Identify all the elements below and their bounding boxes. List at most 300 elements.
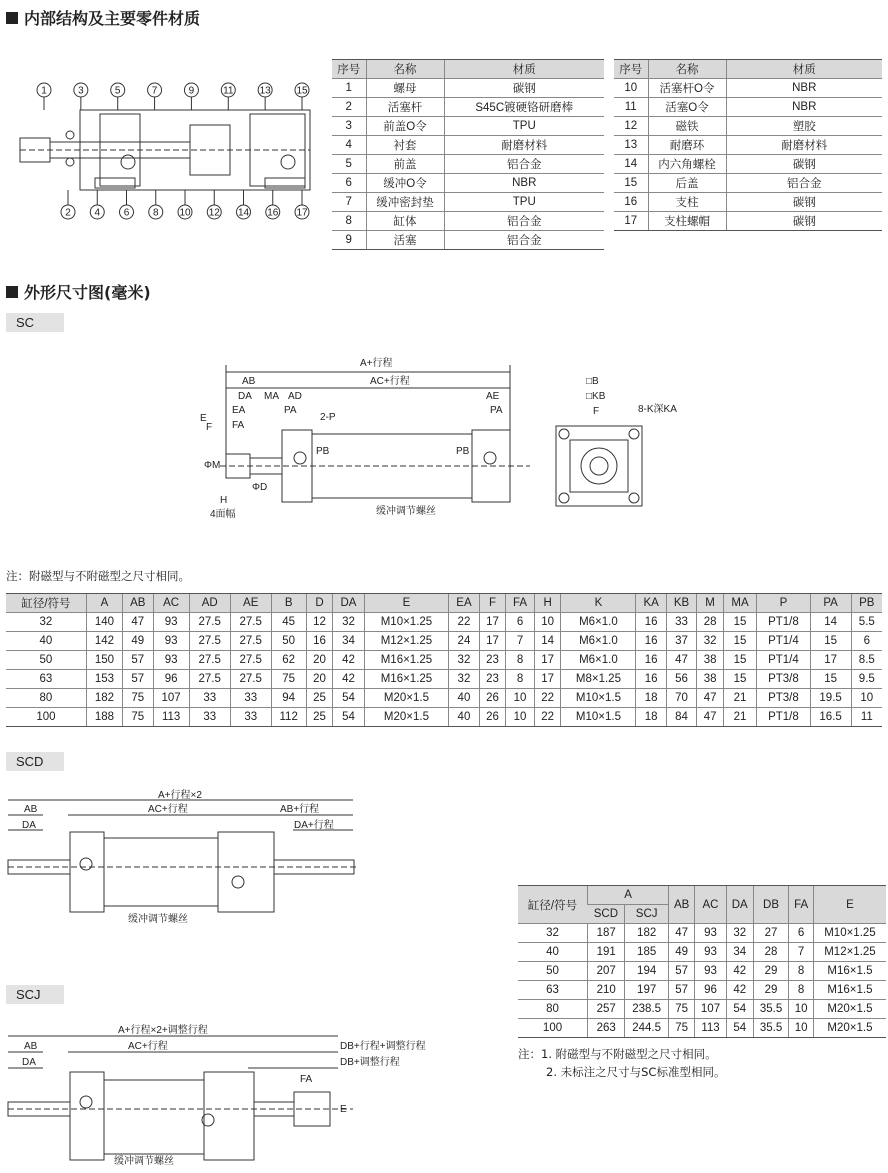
dim-b: □B [586,376,599,387]
part-name: 前盖 [366,155,444,174]
part-no: 7 [332,193,366,212]
part-name: 前盖O令 [366,117,444,136]
callout-number: 2 [65,207,71,219]
table-cell: 14 [810,613,851,632]
table-cell: 42 [726,962,753,981]
table-cell: 29 [753,981,788,1000]
table-cell: 12 [306,613,333,632]
parts-row [614,98,882,117]
part-material: 耐磨材料 [726,136,882,155]
table-cell: 93 [695,943,726,962]
parts-row [614,174,882,193]
col-bore: 缸径/符号 [518,886,588,924]
note-1: 注：1. 附磁型与不附磁型之尺寸相同。 [518,1047,717,1061]
col-ac: AC [695,886,726,924]
sc-col-header: FA [506,594,535,613]
table-cell: 38 [697,651,724,670]
table-cell: 27.5 [230,613,271,632]
table-cell: 32 [6,613,86,632]
scd-scj-dimension-table [518,885,886,1038]
dim-ac-stroke: AC+行程 [370,376,410,387]
table-cell: 22 [534,708,561,727]
parts-row [332,98,604,117]
table-cell: 38 [697,670,724,689]
sc-col-header: K [561,594,636,613]
part-no: 17 [614,212,648,231]
dim-f-right: F [593,406,600,417]
dim-ab: AB [24,1041,38,1052]
sc-dimension-drawing [190,350,710,530]
table-cell: 57 [123,670,153,689]
part-no: 14 [614,155,648,174]
part-no: 4 [332,136,366,155]
table-cell: 26 [479,708,506,727]
table-cell: 42 [333,651,364,670]
table-cell: 263 [588,1019,625,1038]
table-cell: 40 [449,689,479,708]
col-ab: AB [669,886,695,924]
callout-number: 6 [123,207,130,219]
table-cell: 32 [449,651,479,670]
sc-col-header: B [271,594,306,613]
table-cell: 107 [153,689,189,708]
table-cell: 16 [306,632,333,651]
table-cell: 45 [271,613,306,632]
parts-row [614,212,882,231]
parts-row [332,136,604,155]
table-cell: 28 [753,943,788,962]
dim-da: DA [22,1057,36,1068]
part-no: 13 [614,136,648,155]
table-cell: 10 [506,708,535,727]
part-no: 3 [332,117,366,136]
table-cell: 113 [695,1019,726,1038]
section-heading-dimensions [6,280,151,303]
table-cell: 150 [86,651,122,670]
table-row [518,1019,886,1038]
table-cell: 80 [6,689,86,708]
callout-number: 9 [188,85,195,97]
table-cell: 20 [306,670,333,689]
part-material: 塑胶 [726,117,882,136]
col-da: DA [726,886,753,924]
dim-four-face: 4面幅 [210,509,236,520]
col-material: 材质 [444,60,604,79]
parts-row [614,79,882,98]
dim-ab-stroke: AB+行程 [280,804,320,815]
table-cell: 16 [636,670,666,689]
table-cell: 34 [726,943,753,962]
dim-a-stroke2: A+行程×2 [158,790,202,801]
table-cell: 14 [534,632,561,651]
table-cell: 182 [86,689,122,708]
table-cell: 70 [666,689,696,708]
table-cell: 27 [753,924,788,943]
table-cell: 7 [789,943,814,962]
table-cell: 32 [697,632,724,651]
table-cell: PT3/8 [757,689,810,708]
table-cell: 75 [271,670,306,689]
table-cell: 15 [810,670,851,689]
callout-number: 1 [41,85,47,97]
section-title: 内部结构及主要零件材质 [24,9,201,28]
part-material: 碳钢 [726,155,882,174]
table-cell: 57 [669,981,695,1000]
part-name: 螺母 [366,79,444,98]
table-cell: 257 [588,1000,625,1019]
col-db: DB [753,886,788,924]
table-cell: M10×1.5 [561,689,636,708]
table-cell: 15 [810,632,851,651]
table-cell: 107 [695,1000,726,1019]
table-cell: 94 [271,689,306,708]
table-cell: 75 [669,1019,695,1038]
dim-k-ka: 8-K深KA [638,404,677,415]
part-material: 碳钢 [726,193,882,212]
table-cell: 10 [789,1019,814,1038]
table-cell: 50 [518,962,588,981]
dim-ab: AB [242,376,256,387]
table-cell: 185 [625,943,669,962]
section-title: 外形尺寸图(毫米) [24,283,151,302]
table-row [518,943,886,962]
table-cell: 153 [86,670,122,689]
parts-row [332,117,604,136]
dim-f-left: F [206,422,213,433]
table-cell: 244.5 [625,1019,669,1038]
part-name: 衬套 [366,136,444,155]
part-name: 后盖 [648,174,726,193]
table-cell: 10 [851,689,882,708]
table-cell: 22 [534,689,561,708]
dim-ad: AD [288,391,302,402]
part-material: 碳钢 [726,212,882,231]
parts-row [614,136,882,155]
parts-row [614,117,882,136]
table-cell: 21 [723,689,756,708]
callout-number: 4 [94,207,101,219]
square-bullet-icon [6,286,18,298]
table-cell: 54 [726,1019,753,1038]
table-cell: 100 [6,708,86,727]
table-cell: PT1/8 [757,613,810,632]
table-cell: 207 [588,962,625,981]
table-cell: M16×1.25 [364,651,449,670]
part-no: 15 [614,174,648,193]
table-cell: 96 [153,670,189,689]
col-name: 名称 [648,60,726,79]
sc-col-header: EA [449,594,479,613]
part-name: 缸体 [366,212,444,231]
table-cell: 187 [588,924,625,943]
sc-col-header: E [364,594,449,613]
table-row [518,962,886,981]
table-cell: 23 [479,670,506,689]
dim-pb-left: PB [316,446,330,457]
table-cell: M6×1.0 [561,651,636,670]
dim-ae: AE [486,391,500,402]
dim-fa: FA [232,420,245,431]
model-tag-scj: SCJ [6,985,64,1004]
sc-col-header: A [86,594,122,613]
col-a: A [588,886,669,905]
table-cell: 47 [123,613,153,632]
table-cell: M20×1.5 [364,689,449,708]
table-cell: 27.5 [230,651,271,670]
table-cell: 93 [695,924,726,943]
sc-col-header: PA [810,594,851,613]
col-a-scj: SCJ [625,905,669,924]
table-cell: 27.5 [189,613,230,632]
table-cell: 57 [123,651,153,670]
internal-structure-diagram [10,80,330,240]
table-cell: 42 [333,670,364,689]
table-cell: 191 [588,943,625,962]
dim-db-adj: DB+调整行程 [340,1057,400,1068]
dim-pa-left: PA [284,405,297,416]
part-material: TPU [444,193,604,212]
table-cell: PT1/4 [757,651,810,670]
table-cell: 18 [636,708,666,727]
table-cell: M16×1.5 [813,981,886,1000]
table-cell: 8.5 [851,651,882,670]
table-cell: 6 [789,924,814,943]
part-no: 2 [332,98,366,117]
callout-number: 8 [152,207,159,219]
table-cell: M6×1.0 [561,632,636,651]
callout-number: 14 [237,207,250,219]
table-cell: 238.5 [625,1000,669,1019]
table-cell: 32 [726,924,753,943]
table-cell: 10 [789,1000,814,1019]
part-name: 内六角螺栓 [648,155,726,174]
table-row [6,613,882,632]
table-cell: 27.5 [230,670,271,689]
scd-dimension-drawing [8,790,358,940]
table-cell: 75 [669,1000,695,1019]
table-cell: 57 [669,962,695,981]
table-cell: 113 [153,708,189,727]
table-row [6,689,882,708]
table-cell: 96 [695,981,726,1000]
table-cell: 210 [588,981,625,1000]
part-name: 活塞杆O令 [648,79,726,98]
table-cell: 20 [306,651,333,670]
table-cell: 17 [479,613,506,632]
table-cell: 6 [851,632,882,651]
sc-col-header: DA [333,594,364,613]
part-no: 10 [614,79,648,98]
table-cell: 112 [271,708,306,727]
table-cell: 5.5 [851,613,882,632]
col-e: E [813,886,886,924]
table-cell: 49 [669,943,695,962]
table-cell: 29 [753,962,788,981]
table-cell: 47 [666,651,696,670]
dim-e: E [340,1104,347,1115]
dim-fa: FA [300,1074,313,1085]
sc-col-header: H [534,594,561,613]
col-no: 序号 [614,60,648,79]
table-cell: 16 [636,632,666,651]
table-row [518,981,886,1000]
table-cell: 25 [306,689,333,708]
sc-col-header: AB [123,594,153,613]
table-cell: 140 [86,613,122,632]
table-row [6,670,882,689]
table-row [6,632,882,651]
table-cell: 33 [189,689,230,708]
table-cell: M6×1.0 [561,613,636,632]
table-cell: 142 [86,632,122,651]
table-cell: 100 [518,1019,588,1038]
part-name: 活塞 [366,231,444,250]
part-material: NBR [726,79,882,98]
cylinder-body-drawing [20,110,310,190]
dim-da-stroke: DA+行程 [294,820,334,831]
square-bullet-icon [6,12,18,24]
dim-ab: AB [24,804,38,815]
table-cell: 63 [6,670,86,689]
table-cell: 15 [723,651,756,670]
part-material: 铝合金 [444,231,604,250]
dim-phid: ΦD [252,482,268,493]
dim-pb-right: PB [456,446,470,457]
col-no: 序号 [332,60,366,79]
part-material: NBR [726,98,882,117]
callout-number: 7 [151,85,158,97]
dim-a-stroke: A+行程 [360,358,393,369]
section-heading-structure [6,6,200,29]
table-cell: 35.5 [753,1019,788,1038]
table-cell: M20×1.5 [813,1019,886,1038]
note-2: 2. 未标注之尺寸与SC标准型相同。 [546,1065,726,1079]
dim-ma: MA [264,391,279,402]
parts-row [332,212,604,231]
table-cell: 25 [306,708,333,727]
table-cell: M16×1.5 [813,962,886,981]
table-cell: 62 [271,651,306,670]
table-cell: 8 [789,962,814,981]
dim-pa-right: PA [490,405,503,416]
table-cell: 197 [625,981,669,1000]
dim-da: DA [22,820,36,831]
parts-row [614,193,882,212]
part-name: 支柱螺帽 [648,212,726,231]
table-cell: 17 [534,651,561,670]
part-material: 碳钢 [444,79,604,98]
part-no: 12 [614,117,648,136]
table-cell: 75 [123,689,153,708]
parts-row [332,155,604,174]
table-cell: 33 [230,708,271,727]
sc-col-header: PB [851,594,882,613]
table-cell: M20×1.5 [364,708,449,727]
table-cell: 49 [123,632,153,651]
table-cell: 10 [506,689,535,708]
callout-number: 12 [208,207,220,219]
part-material: 耐磨材料 [444,136,604,155]
part-no: 9 [332,231,366,250]
part-material: S45C镀硬铬研磨棒 [444,98,604,117]
sc-col-header: M [697,594,724,613]
sc-col-header: KB [666,594,696,613]
table-cell: 63 [518,981,588,1000]
table-cell: 42 [726,981,753,1000]
part-name: 耐磨环 [648,136,726,155]
part-material: 铝合金 [444,155,604,174]
table-cell: 15 [723,670,756,689]
parts-row [332,193,604,212]
parts-table-right [614,59,882,231]
table-cell: 40 [6,632,86,651]
dim-db-total: DB+行程+调整行程 [340,1041,426,1052]
table-cell: 17 [479,632,506,651]
table-cell: 47 [669,924,695,943]
table-cell: 9.5 [851,670,882,689]
table-cell: 40 [449,708,479,727]
table-cell: M10×1.5 [561,708,636,727]
table-cell: 8 [506,670,535,689]
table-cell: M8×1.25 [561,670,636,689]
table-cell: 10 [534,613,561,632]
sc-col-header: AE [230,594,271,613]
table-cell: M12×1.25 [364,632,449,651]
table-cell: M10×1.25 [813,924,886,943]
table-cell: M16×1.25 [364,670,449,689]
table-cell: 54 [726,1000,753,1019]
table-cell: 27.5 [230,632,271,651]
table-cell: 16.5 [810,708,851,727]
table-row [518,924,886,943]
table-cell: 80 [518,1000,588,1019]
part-name: 支柱 [648,193,726,212]
dim-2p: 2-P [320,412,336,423]
col-a-scd: SCD [588,905,625,924]
callout-number: 16 [267,207,279,219]
table-cell: 27.5 [189,632,230,651]
table-cell: 6 [506,613,535,632]
table-cell: 188 [86,708,122,727]
table-cell: 75 [123,708,153,727]
callout-number: 11 [223,85,234,97]
table-cell: 93 [153,632,189,651]
table-cell: 33 [189,708,230,727]
callout-number: 3 [78,85,84,97]
part-material: NBR [444,174,604,193]
parts-row [614,155,882,174]
table-cell: 15 [723,632,756,651]
dim-kb: □KB [586,391,606,402]
table-cell: 18 [636,689,666,708]
cushion-screw-label: 缓冲调节螺丝 [114,1156,174,1167]
sc-col-header: AC [153,594,189,613]
table-cell: 93 [153,613,189,632]
col-fa: FA [789,886,814,924]
table-cell: 32 [333,613,364,632]
table-cell: 50 [271,632,306,651]
sc-col-header: F [479,594,506,613]
dim-h: H [220,495,228,506]
scj-dimension-drawing [8,1020,448,1170]
table-cell: 16 [636,613,666,632]
table-cell: 182 [625,924,669,943]
table-cell: 16 [636,651,666,670]
table-cell: 56 [666,670,696,689]
part-no: 8 [332,212,366,231]
table-row [518,1000,886,1019]
part-no: 16 [614,193,648,212]
